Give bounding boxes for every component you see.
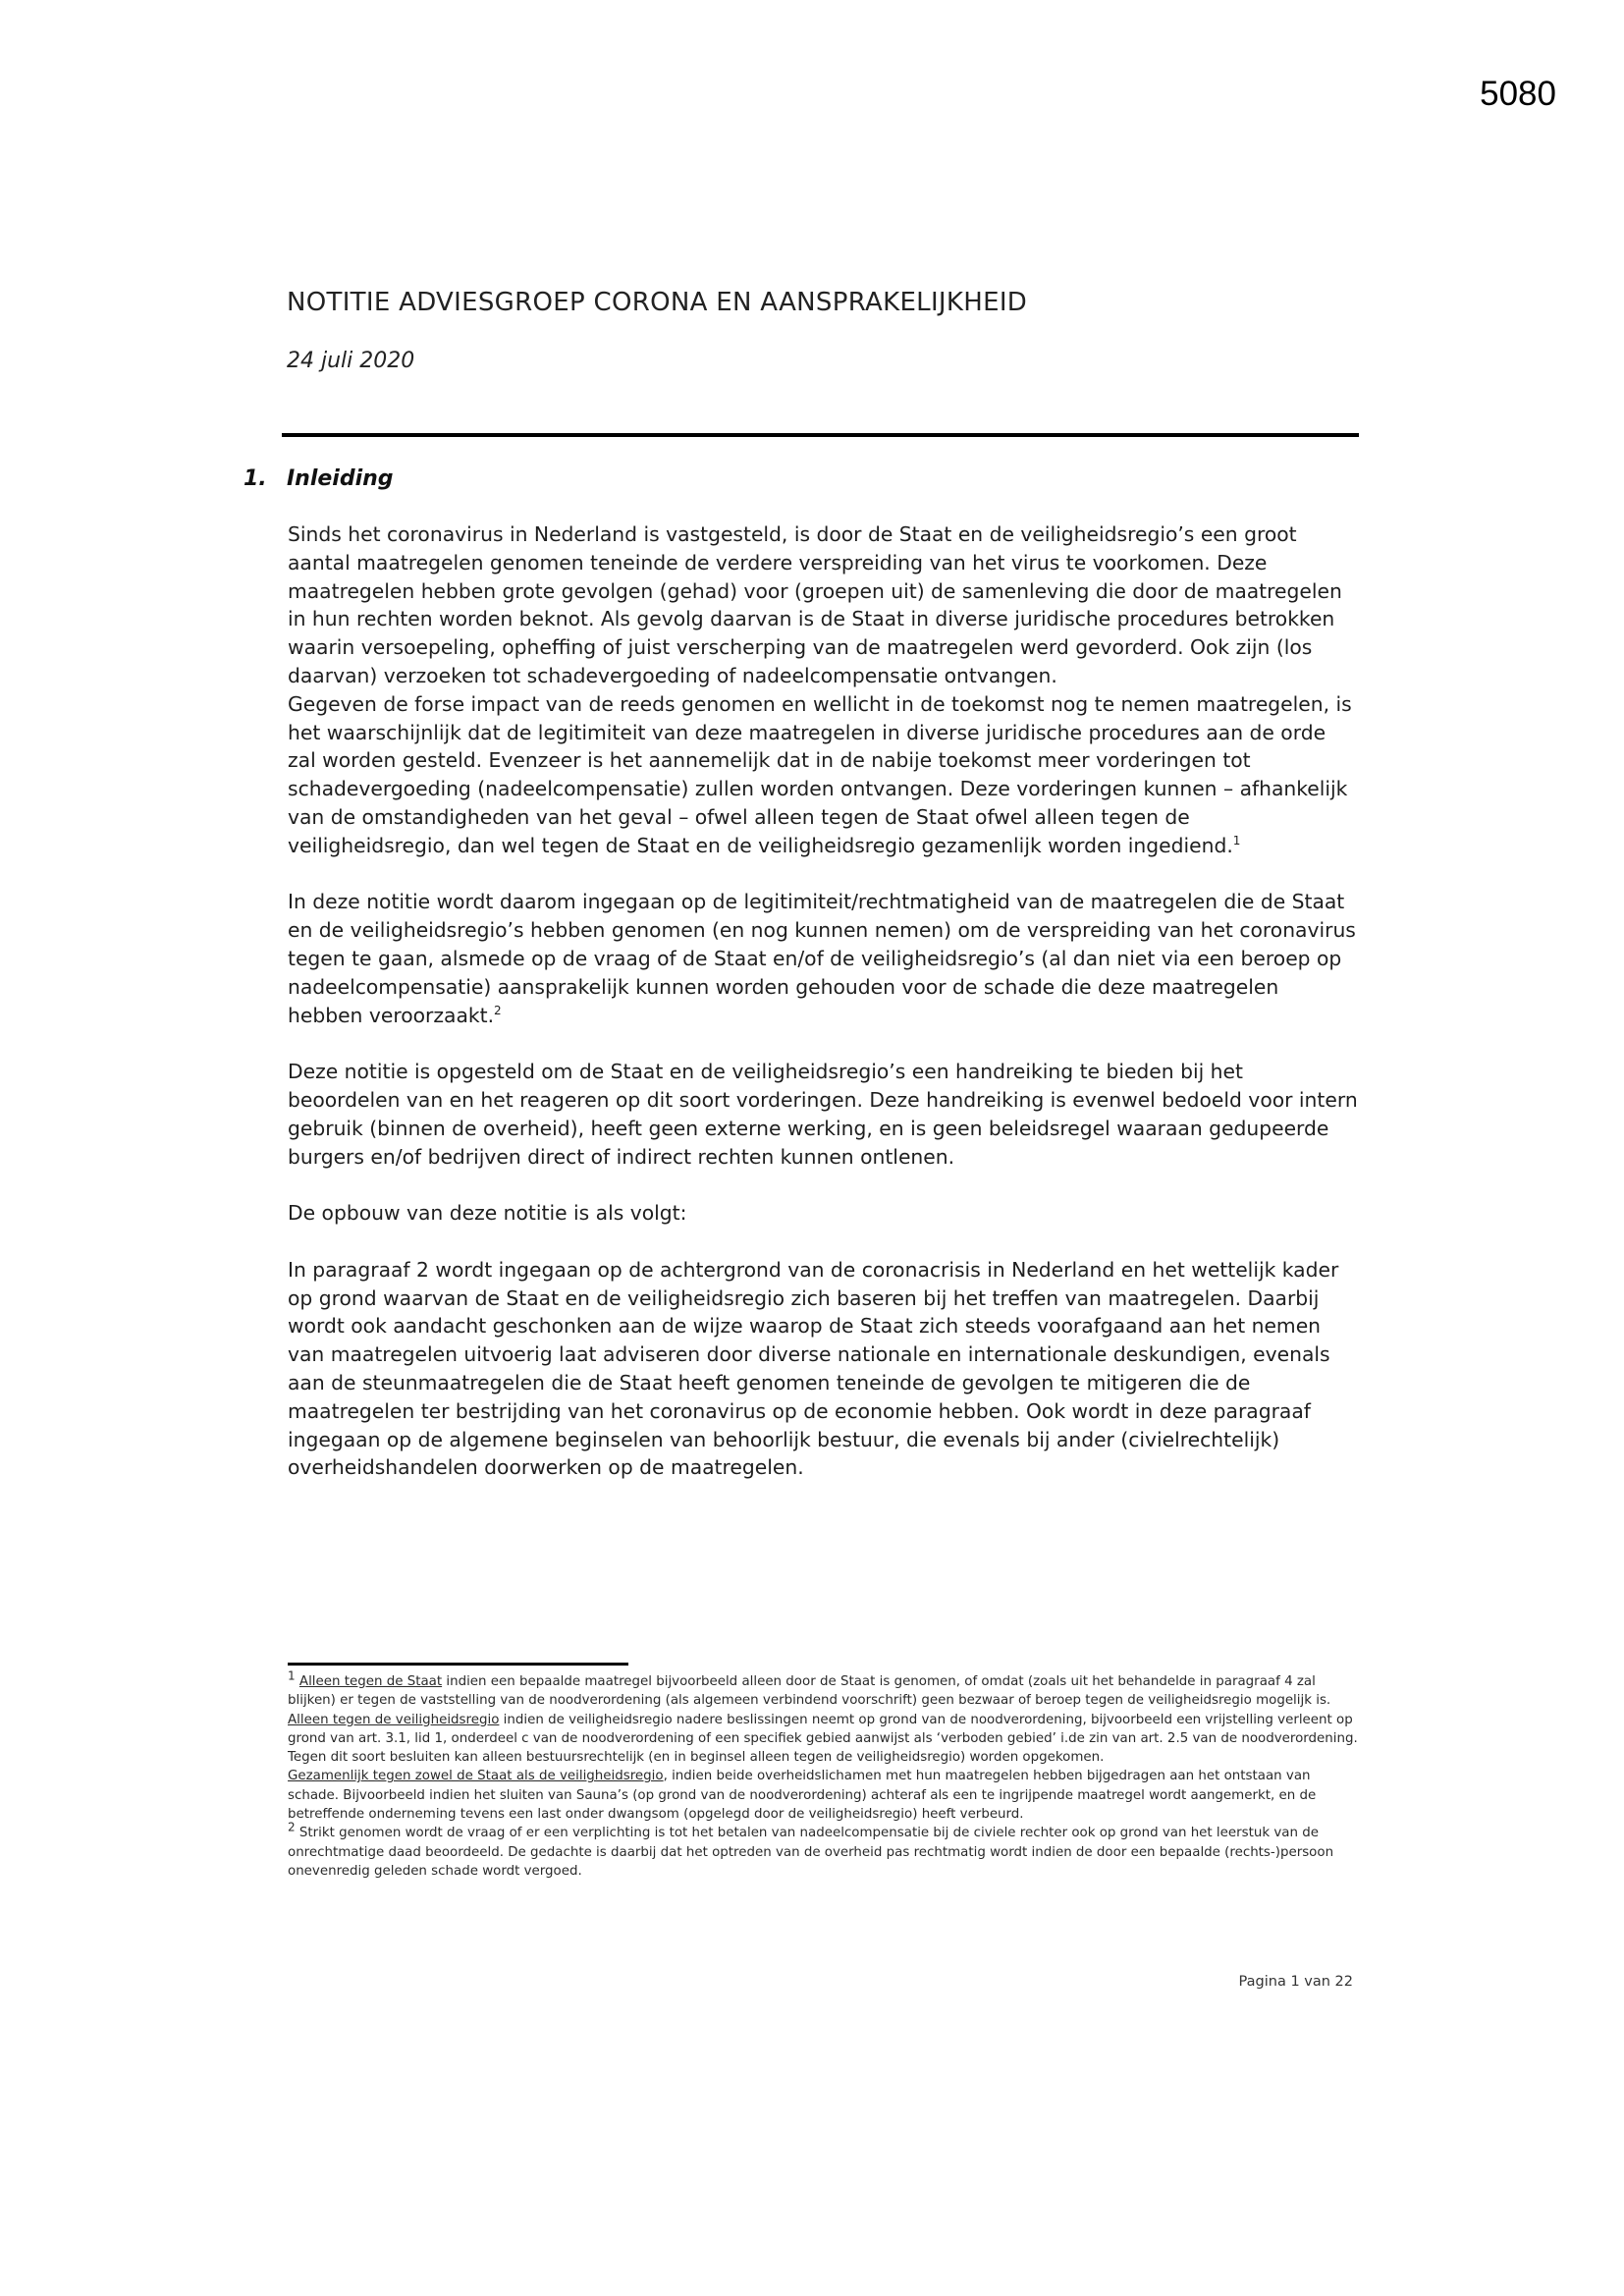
footnote-text: indien de veiligheidsregio nadere beslissingen neemt op grond van de noodverordening, bijvoorbeeld een vrijstelling verleent op grond van art. 3.1, lid 1, onderdeel c van de noodverordening of een specifiek gebied aanwijst als ‘verboden gebied’ i.de zin van art. 2.5 van de noodverordening. Tegen dit soort besluiten kan alleen bestuursrechtelijk (en in beginsel alleen tegen de veiligheidsregio) worden opgekomen. bbox=[288, 1712, 1358, 1766]
paragraph-5: De opbouw van deze notitie is als volgt: bbox=[288, 1201, 687, 1226]
footnote-label: Alleen tegen de veiligheidsregio bbox=[288, 1712, 500, 1727]
document-date: 24 juli 2020 bbox=[287, 349, 415, 373]
footnote-text: Strikt genomen wordt de vraag of er een verplichting is tot het betalen van nadeelcompensatie bij de civiele rechter ook op grond van het leerstuk van de onrechtmatige daad beoordeeld. De gedachte is daarbij dat het optreden van de overheid pas rechtmatig wordt indien de door een bepaalde (rechts-)persoon onevenredig geleden schade wordt vergoed. bbox=[288, 1826, 1334, 1879]
paragraph-3-text: In deze notitie wordt daarom ingegaan op de legitimiteit/rechtmatigheid van de maatregelen die de Staat en de veiligheidsregio’s hebben genomen (en nog kunnen nemen) om de verspreiding van het coronavirus tegen te gaan, alsmede op de vraag of de Staat en/of de veiligheidsregio’s (al dan niet via een beroep op nadeelcompensatie) aansprakelijk kunnen worden gehouden voor de schade die deze maatregelen hebben veroorzaakt. bbox=[288, 890, 1356, 1027]
paragraph-1: Sinds het coronavirus in Nederland is vastgesteld, is door de Staat en de veiligheidsregio’s een groot aantal maatregelen genomen teneinde de verdere verspreiding van het virus te voorkomen. Deze maatregelen hebben grote gevolgen (gehad) voor (groepen uit) de samenleving die door de maatregelen in hun rechten worden beknot. Als gevolg daarvan is de Staat in diverse juridische procedures betrokken waarin versoepeling, opheffing of juist verscherping van de maatregelen werd gevorderd. Ook zijn (los daarvan) verzoeken tot schadevergoeding of nadeelcompensatie ontvangen. bbox=[288, 522, 1342, 687]
footnote-marker: 2 bbox=[288, 1820, 296, 1834]
section-title: Inleiding bbox=[287, 466, 394, 491]
footnote-item bbox=[288, 1711, 1358, 1768]
paragraph-4: Deze notitie is opgesteld om de Staat en de veiligheidsregio’s een handreiking te bieden bij het beoordelen van en het reageren op dit soort vorderingen. Deze handreiking is evenwel bedoeld voor intern gebruik (binnen de overheid), heeft geen externe werking, en is geen beleidsregel waaraan gedupeerde burgers en/of bedrijven direct of indirect rechten kunnen ontlenen. bbox=[288, 1060, 1358, 1169]
body-text bbox=[288, 520, 1358, 1510]
paragraph-3 bbox=[288, 888, 1358, 1029]
paragraph-2-text: Gegeven de forse impact van de reeds genomen en wellicht in de toekomst nog te nemen maatregelen, is het waarschijnlijk dat de legitimiteit van deze maatregelen in diverse juridische procedures aan de orde zal worden gesteld. Evenzeer is het aannemelijk dat in de nabije toekomst meer vorderingen tot schadevergoeding (nadeelcompensatie) zullen worden ontvangen. Deze vorderingen kunnen – afhankelijk van de omstandigheden van het geval – ofwel alleen tegen de Staat ofwel alleen tegen de veiligheidsregio, dan wel tegen de Staat en de veiligheidsregio gezamenlijk worden ingediend. bbox=[288, 691, 1352, 857]
footnote-item bbox=[288, 1668, 1358, 1711]
title-rule bbox=[282, 433, 1359, 437]
section-number: 1. bbox=[244, 466, 267, 491]
footnote-text: , indien beide overheidslichamen met hun maatregelen hebben bijgedragen aan het ontstaan van schade. Bijvoorbeeld indien het sluiten van Sauna’s (op grond van de noodverordening) achteraf als een te ingrijpende maatregel wordt aangemerkt, en de betreffende onderneming tevens een last onder dwangsom (opgelegd door de veiligheidsregio) heeft verbeurd. bbox=[288, 1769, 1317, 1823]
page-footer: Pagina 1 van 22 bbox=[1238, 1974, 1353, 1990]
footnote-marker: 1 bbox=[288, 1668, 296, 1683]
footnote-rule bbox=[288, 1663, 628, 1666]
document-title: NOTITIE ADVIESGROEP CORONA EN AANSPRAKELIJKHEID bbox=[287, 288, 1028, 317]
footnote-item bbox=[288, 1820, 1358, 1881]
footnote-label: Gezamenlijk tegen zowel de Staat als de veiligheidsregio bbox=[288, 1769, 664, 1784]
footnote-ref-2[interactable]: 2 bbox=[494, 1003, 502, 1017]
footnotes bbox=[288, 1668, 1358, 1881]
paragraph-2 bbox=[288, 690, 1358, 860]
section-heading bbox=[244, 466, 394, 491]
footnote-item bbox=[288, 1767, 1358, 1824]
footnote-label: Alleen tegen de Staat bbox=[298, 1674, 443, 1689]
footnote-text: indien een bepaalde maatregel bijvoorbeeld alleen door de Staat is genomen, of omdat (zoals uit het behandelde in paragraaf 4 zal blijken) er tegen de vaststelling van de noodverordening (als algemeen verbindend voorschrift) geen bezwaar of beroep tegen de veiligheidsregio mogelijk is. bbox=[288, 1674, 1331, 1709]
paragraph-6: In paragraaf 2 wordt ingegaan op de achtergrond van de coronacrisis in Nederland en het wettelijk kader op grond waarvan de Staat en de veiligheidsregio zich baseren bij het treffen van maatregelen. Daarbij wordt ook aandacht geschonken aan de wijze waarop de Staat zich steeds voorafgaand aan het nemen van maatregelen uitvoerig laat adviseren door diverse nationale en internationale deskundigen, evenals aan de steunmaatregelen die de Staat heeft genomen teneinde de gevolgen te mitigeren die de maatregelen ter bestrijding van het coronavirus op de economie hebben. Ook wordt in deze paragraaf ingegaan op de algemene beginselen van behoorlijk bestuur, die evenals bij ander (civielrechtelijk) overheidshandelen doorwerken op de maatregelen. bbox=[288, 1257, 1339, 1480]
document-number: 5080 bbox=[1480, 75, 1556, 113]
footnote-ref-1[interactable]: 1 bbox=[1232, 834, 1241, 847]
